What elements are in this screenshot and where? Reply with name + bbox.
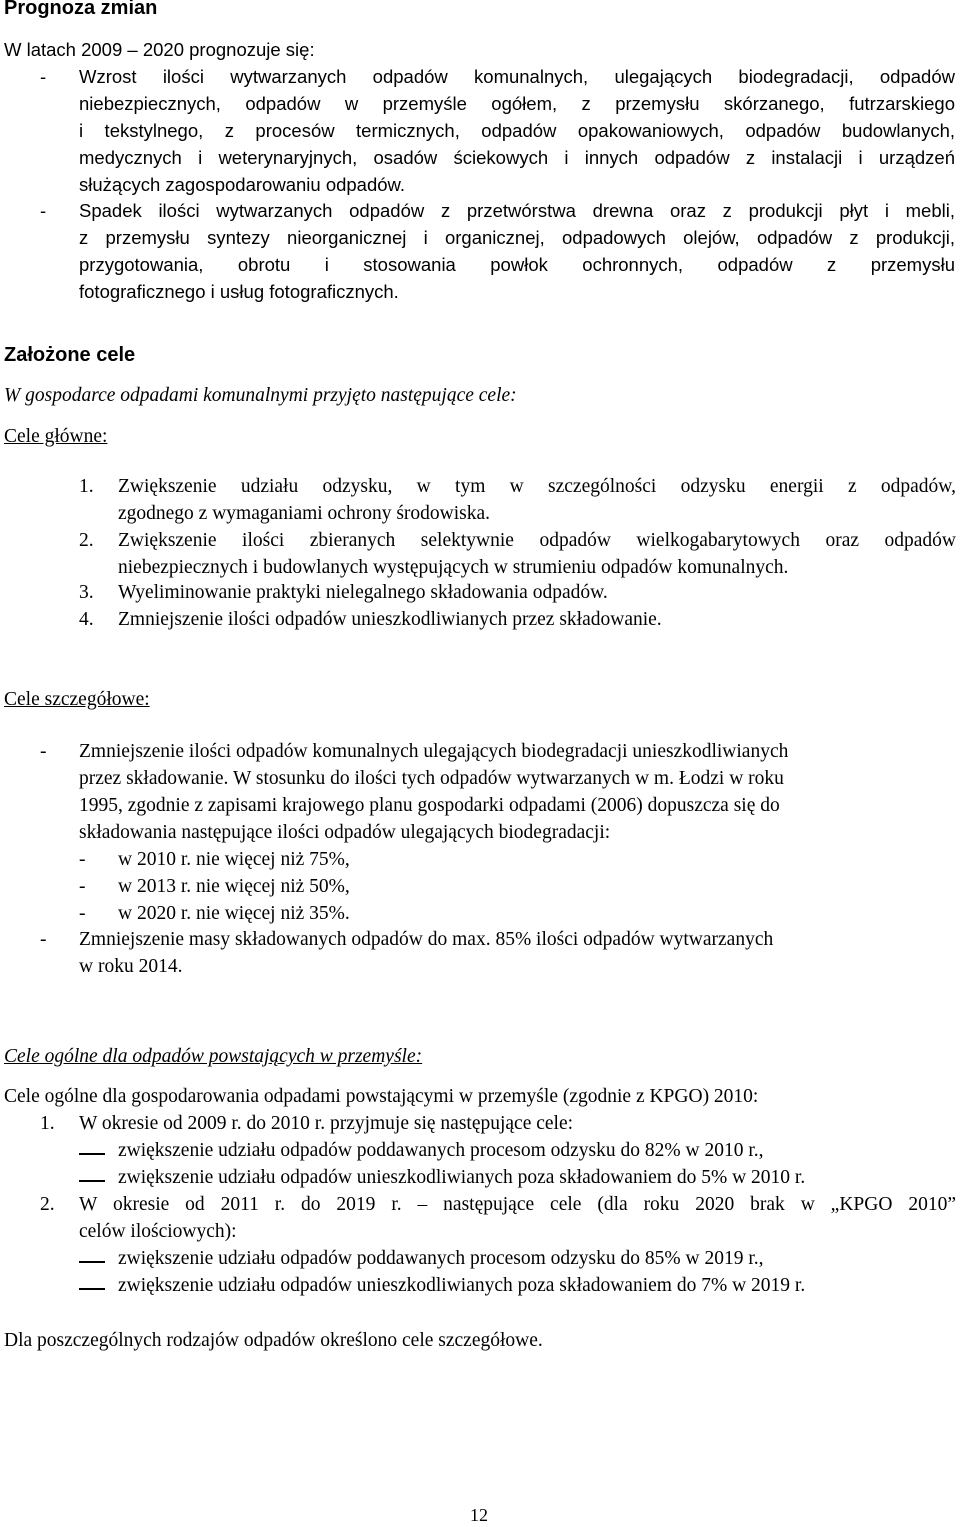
municipal-goals-intro: W gospodarce odpadami komunalnymi przyjęto następujące cele:	[4, 385, 517, 406]
bullet-dash: -	[79, 849, 86, 870]
list-dash	[79, 1153, 105, 1155]
detailed-goal-line: składowania następujące ilości odpadów ulegających biodegradacji:	[79, 822, 611, 843]
forecast-decline-line: Spadek ilości wytwarzanych odpadów z przetwórstwa drewna oraz z produkcji płyt i mebli,	[79, 200, 955, 221]
industry-goal-item: zwiększenie udziału odpadów unieszkodliwianych poza składowaniem do 7% w 2019 r.	[118, 1275, 806, 1296]
detailed-goal-line: Zmniejszenie masy składowanych odpadów do max. 85% ilości odpadów wytwarzanych	[79, 929, 774, 950]
bullet-dash: -	[40, 66, 47, 87]
section-heading-goals: Założone cele	[4, 344, 136, 366]
detailed-goal-line: Zmniejszenie ilości odpadów komunalnych ulegających biodegradacji unieszkodliwianych	[79, 741, 789, 762]
list-dash	[79, 1261, 105, 1263]
bullet-dash: -	[40, 741, 47, 762]
forecast-decline-line: fotograficznego i usług fotograficznych.	[79, 281, 399, 302]
detailed-goal-line: przez składowanie. W stosunku do ilości tych odpadów wytwarzanych w m. Łodzi w roku	[79, 768, 784, 789]
forecast-growth-line: niebezpiecznych, odpadów w przemyśle ogółem, z przemysłu skórzanego, futrzarskiego	[79, 93, 955, 114]
landfill-target: w 2010 r. nie więcej niż 75%,	[118, 849, 350, 870]
industry-goal-item: zwiększenie udziału odpadów unieszkodliwianych poza składowaniem do 5% w 2010 r.	[118, 1167, 806, 1188]
forecast-growth-line: medycznych i weterynaryjnych, osadów ściekowych i innych odpadów z instalacji i urządzeń	[79, 147, 955, 168]
forecast-intro: W latach 2009 – 2020 prognozuje się:	[4, 39, 315, 60]
list-dash	[79, 1288, 105, 1290]
list-number: 1.	[79, 476, 94, 497]
detailed-goal-line: w roku 2014.	[79, 956, 183, 977]
forecast-growth-line: Wzrost ilości wytwarzanych odpadów komunalnych, ulegających biodegradacji, odpadów	[79, 66, 955, 87]
landfill-target: w 2013 r. nie więcej niż 50%,	[118, 876, 350, 897]
industry-goals-label: Cele ogólne dla odpadów powstających w przemyśle:	[4, 1046, 423, 1067]
bullet-dash: -	[79, 876, 86, 897]
forecast-decline-line: przygotowania, obrotu i stosowania powłok ochronnych, odpadów z przemysłu	[79, 254, 955, 275]
forecast-decline-line: z przemysłu syntezy nieorganicznej i organicznej, odpadowych olejów, odpadów z produkcji,	[79, 227, 955, 248]
industry-goal-item: zwiększenie udziału odpadów poddawanych procesom odzysku do 82% w 2010 r.,	[118, 1140, 764, 1161]
industry-period-line: celów ilościowych):	[79, 1221, 237, 1242]
detailed-goal-line: 1995, zgodnie z zapisami krajowego planu gospodarki odpadami (2006) dopuszcza się do	[79, 795, 780, 816]
industry-goal-item: zwiększenie udziału odpadów poddawanych procesom odzysku do 85% w 2019 r.,	[118, 1248, 764, 1269]
list-number: 3.	[79, 582, 94, 603]
page-number: 12	[470, 1505, 488, 1525]
main-goals-label: Cele główne:	[4, 426, 108, 447]
list-number: 1.	[40, 1113, 55, 1134]
closing-sentence: Dla poszczególnych rodzajów odpadów określono cele szczegółowe.	[4, 1330, 543, 1351]
forecast-growth-line: i tekstylnego, z procesów termicznych, odpadów opakowaniowych, odpadów budowlanych,	[79, 120, 955, 141]
bullet-dash: -	[40, 200, 47, 221]
list-number: 2.	[40, 1194, 55, 1215]
main-goal-line: Zwiększenie udziału odzysku, w tym w szczególności odzysku energii z odpadów,	[118, 476, 956, 497]
industry-goals-intro: Cele ogólne dla gospodarowania odpadami powstającymi w przemyśle (zgodnie z KPGO) 2010:	[4, 1086, 759, 1107]
main-goal-line: Zwiększenie ilości zbieranych selektywnie odpadów wielkogabarytowych oraz odpadów	[118, 530, 956, 551]
list-number: 2.	[79, 530, 94, 551]
main-goal-line: niebezpiecznych i budowlanych występujących w strumieniu odpadów komunalnych.	[118, 557, 789, 578]
main-goal-line: Zmniejszenie ilości odpadów unieszkodliwianych przez składowanie.	[118, 609, 662, 630]
main-goal-line: Wyeliminowanie praktyki nielegalnego składowania odpadów.	[118, 582, 608, 603]
detailed-goals-label: Cele szczegółowe:	[4, 689, 150, 710]
industry-period-line: W okresie od 2011 r. do 2019 r. – następujące cele (dla roku 2020 brak w „KPGO 2010”	[79, 1194, 956, 1215]
industry-period-line: W okresie od 2009 r. do 2010 r. przyjmuje się następujące cele:	[79, 1113, 574, 1134]
bullet-dash: -	[79, 903, 86, 924]
landfill-target: w 2020 r. nie więcej niż 35%.	[118, 903, 350, 924]
bullet-dash: -	[40, 929, 47, 950]
forecast-growth-line: służących zagospodarowaniu odpadów.	[79, 174, 406, 195]
main-goal-line: zgodnego z wymaganiami ochrony środowiska.	[118, 503, 491, 524]
section-heading-forecast: Prognoza zmian	[4, 0, 158, 19]
list-dash	[79, 1180, 105, 1182]
list-number: 4.	[79, 609, 94, 630]
